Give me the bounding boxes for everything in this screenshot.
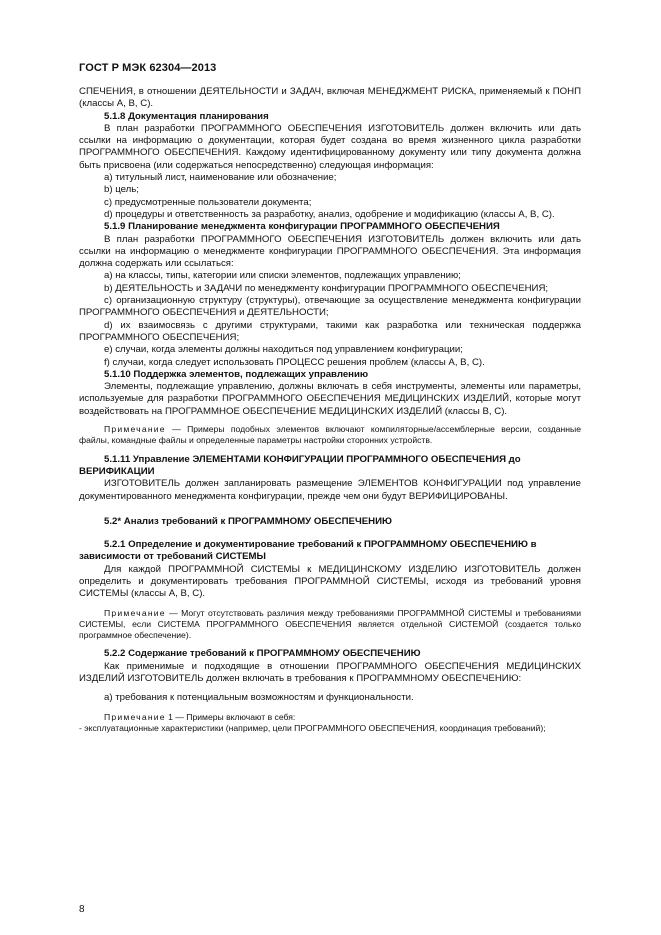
body-paragraph: e) случаи, когда элементы должны находиться под управлением конфигурации; [104, 344, 463, 356]
body-paragraph: a) требования к потенциальным возможностям и функциональности. [104, 692, 414, 704]
note-paragraph [79, 712, 581, 723]
section-heading: 5.2.2 Содержание требований к ПРОГРАММНОМУ ОБЕСПЕЧЕНИЮ [104, 648, 421, 660]
note-paragraph [79, 424, 581, 447]
section-heading: 5.2* Анализ требований к ПРОГРАММНОМУ ОБЕСПЕЧЕНИЮ [104, 515, 392, 527]
section-heading: 5.1.8 Документация планирования [104, 110, 269, 122]
note-label: Примечание [104, 607, 166, 618]
body-paragraph: d) процедуры и ответственность за разработку, анализ, одобрение и модификацию (классы A, B, C). [104, 208, 555, 220]
body-paragraph: a) титульный лист, наименование или обозначение; [104, 172, 337, 184]
document-body [79, 86, 581, 734]
body-paragraph: c) организационную структуру (структуры), отвечающие за осуществление менеджмента конфигурации ПРОГРАММНОГО ОБЕСПЕЧЕНИЯ и ДЕЯТЕЛЬНОСТИ; [79, 295, 581, 319]
body-paragraph: ИЗГОТОВИТЕЛЬ должен запланировать размещение ЭЛЕМЕНТОВ КОНФИГУРАЦИИ под управление документированного менеджмента конфигурации, прежде чем они будут ВЕРИФИЦИРОВАНЫ. [79, 478, 581, 502]
body-paragraph: Для каждой ПРОГРАММНОЙ СИСТЕМЫ к МЕДИЦИНСКОМУ ИЗДЕЛИЮ ИЗГОТОВИТЕЛЬ должен определить и документировать требования ПРОГРАММНОЙ СИСТЕМЫ, исходя из требований уровня СИСТЕМЫ (классы A, B, C). [79, 563, 581, 600]
section-heading: 5.1.11 Управление ЭЛЕМЕНТАМИ КОНФИГУРАЦИИ ПРОГРАММНОГО ОБЕСПЕЧЕНИЯ до ВЕРИФИКАЦИИ [79, 453, 521, 477]
note-list-item: - эксплуатационные характеристики (например, цели ПРОГРАММНОГО ОБЕСПЕЧЕНИЯ, координация требований); [79, 722, 546, 733]
document-header: ГОСТ Р МЭК 62304—2013 [79, 62, 217, 74]
section-heading: 5.1.9 Планирование менеджмента конфигурации ПРОГРАММНОГО ОБЕСПЕЧЕНИЯ [104, 221, 500, 233]
body-paragraph: В план разработки ПРОГРАММНОГО ОБЕСПЕЧЕНИЯ ИЗГОТОВИТЕЛЬ должен включить или дать ссылки на информацию о менеджменте конфигурации ПРОГРАММНОГО ОБЕСПЕЧЕНИЯ. Эта информация должна содержать или ссылаться: [79, 233, 581, 270]
body-paragraph: c) предусмотренные пользователи документа; [104, 196, 312, 208]
body-paragraph: b) цель; [104, 184, 139, 196]
body-paragraph: Как применимые и подходящие в отношении ПРОГРАММНОГО ОБЕСПЕЧЕНИЯ МЕДИЦИНСКИХ ИЗДЕЛИЙ ИЗГОТОВИТЕЛЬ должен включать в требования к ПРОГРАММНОМУ ОБЕСПЕЧЕНИЮ: [79, 660, 581, 685]
page-number: 8 [79, 904, 85, 915]
section-heading: 5.1.10 Поддержка элементов, подлежащих управлению [104, 368, 369, 380]
body-paragraph: f) случаи, когда следует использовать ПРОЦЕСС решения проблем (классы A, B, C). [104, 356, 485, 368]
note-text: — Примеры подобных элементов включают компиляторные/ассемблерные версии, созданные файлы, командные файлы и определенные параметры настройки сторонних устройств. [79, 424, 581, 446]
body-paragraph: В план разработки ПРОГРАММНОГО ОБЕСПЕЧЕНИЯ ИЗГОТОВИТЕЛЬ должен включить или дать ссылки на информацию о документации, которая будет создана во время жизненного цикла разработки ПРОГРАММНОГО ОБЕСПЕЧЕНИЯ. Каждому идентифицированному документу или типу документа должна быть присвоена (или содержаться непосредственно) следующая информация: [79, 122, 581, 171]
body-paragraph: Элементы, подлежащие управлению, должны включать в себя инструменты, элементы или параметры, используемые для разработки ПРОГРАММНОГО ОБЕСПЕЧЕНИЯ МЕДИЦИНСКИХ ИЗДЕЛИЙ, которые могут воздействовать на ПРОГРАММНОЕ ОБЕСПЕЧЕНИЕ МЕДИЦИНСКИХ ИЗДЕЛИЙ (классы B, C). [79, 381, 581, 417]
body-paragraph: d) их взаимосвязь с другими структурами, такими как разработка или техническая поддержка ПРОГРАММНОГО ОБЕСПЕЧЕНИЯ; [79, 319, 581, 343]
note-paragraph [79, 608, 581, 642]
body-paragraph: СПЕЧЕНИЯ, в отношении ДЕЯТЕЛЬНОСТИ и ЗАДАЧ, включая МЕНЕДЖМЕНТ РИСКА, применяемый к ПОНП (классы A, B, C). [79, 86, 581, 110]
section-heading: 5.2.1 Определение и документирование требований к ПРОГРАММНОМУ ОБЕСПЕЧЕНИЮ в зависимости от требований СИСТЕМЫ [79, 539, 537, 563]
note-label: Примечание [104, 424, 166, 435]
note-text: — Могут отсутствовать различия между требованиями ПРОГРАММНОЙ СИСТЕМЫ и требованиями СИСТЕМЫ, если СИСТЕМА ПРОГРАММНОГО ОБЕСПЕЧЕНИЯ является отдельной СИСТЕМОЙ (создается только программное обеспечение). [79, 607, 581, 641]
body-paragraph: a) на классы, типы, категории или списки элементов, подлежащих управлению; [104, 270, 461, 282]
note-text: 1 — Примеры включают в себя: [165, 711, 296, 722]
note-label: Примечание [104, 711, 166, 722]
body-paragraph: b) ДЕЯТЕЛЬНОСТЬ и ЗАДАЧИ по менеджменту конфигурации ПРОГРАММНОГО ОБЕСПЕЧЕНИЯ; [104, 282, 549, 294]
